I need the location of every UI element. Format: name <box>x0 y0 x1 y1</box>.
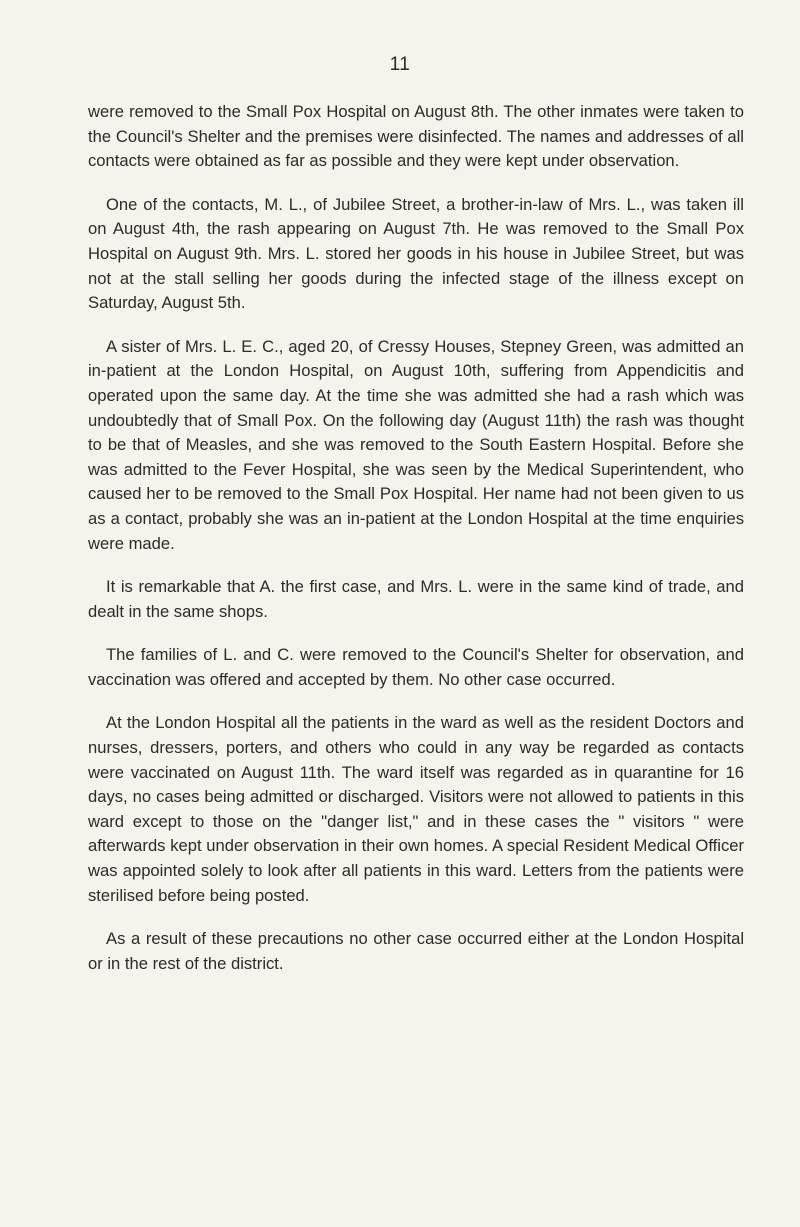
paragraph-london-hospital-measures: At the London Hospital all the patients in the ward as well as the resident Doctors and nurses, dressers, porters, and others who could in any way be regarded as contacts were vaccinated on August 11th. The ward itself was regarded as in quarantine for 16 days, no cases being admitted or discharged. Visitors were not allowed to patients in this ward except to those on the "danger list," and in these cases the " visitors " were afterwards kept under observation in their own homes. A special Resident Medical Officer was appointed solely to look after all patients in this ward. Letters from the patients were sterilised before being posted. <box>88 713 744 905</box>
paragraph-continuation: were removed to the Small Pox Hospital on August 8th. The other inmates were taken to the Council's Shelter and the premises were disinfected. The names and addresses of all contacts were obtained as far as possible and they were kept under observation. <box>88 102 744 171</box>
page-number: 11 <box>389 54 411 75</box>
paragraph-sister-case: A sister of Mrs. L. E. C., aged 20, of Cressy Houses, Stepney Green, was admitted an in-patient at the London Hospital, on August 10th, suffering from Appendicitis and operated upon the same day. At the time she was admitted she had a rash which was undoubtedly that of Small Pox. On the following day (August 11th) the rash was thought to be that of Measles, and she was removed to the South Eastern Hospital. Before she was admitted to the Fever Hospital, she was seen by the Medical Superintendent, who caused her to be removed to the Small Pox Hospital. Her name had not been given to us as a contact, probably she was an in-patient at the London Hospital at the time enquiries were made. <box>88 336 744 553</box>
paragraph-contact-ml: One of the contacts, M. L., of Jubilee Street, a brother-in-law of Mrs. L., was taken ill on August 4th, the rash appearing on August 7th. He was removed to the Small Pox Hospital on August 9th. Mrs. L. stored her goods in his house in Jubilee Street, but was not at the stall selling her goods during the infected stage of the illness except on Saturday, August 5th. <box>88 194 744 313</box>
paragraph-same-trade: It is remarkable that A. the first case, and Mrs. L. were in the same kind of trade, and dealt in the same shops. <box>88 577 744 621</box>
paragraph-result: As a result of these precautions no other case occurred either at the London Hospital or in the rest of the district. <box>88 929 744 973</box>
document-body <box>88 100 744 995</box>
paragraph-families-removed: The families of L. and C. were removed to the Council's Shelter for observation, and vaccination was offered and accepted by them. No other case occurred. <box>88 645 744 689</box>
